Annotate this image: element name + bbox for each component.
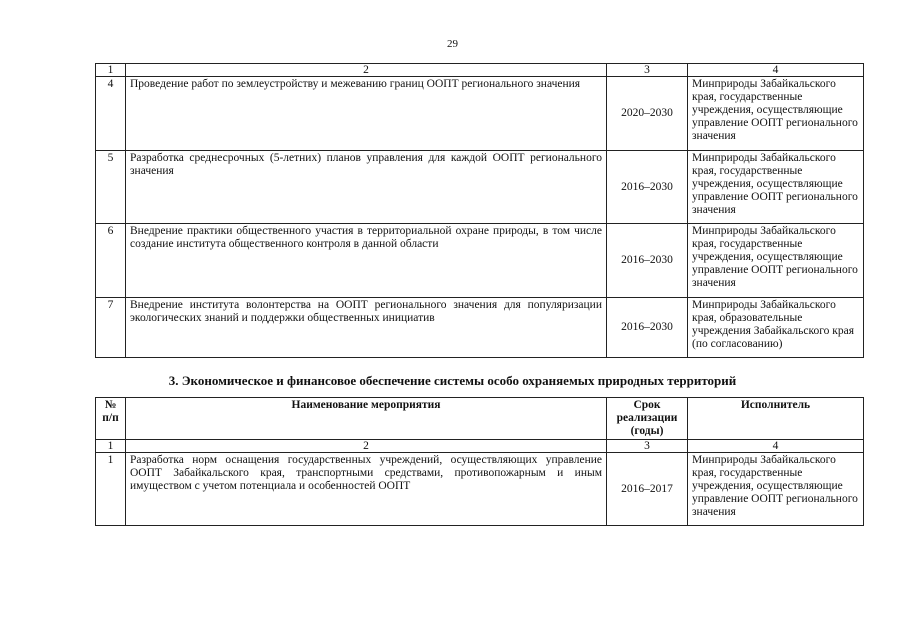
measure-description: Проведение работ по землеустройству и межеванию границ ООПТ регионального значения (126, 77, 607, 151)
measure-description: Разработка норм оснащения государственных учреждений, осуществляющих управление ООПТ Забайкальского края, транспортными средствами, противопожарным и иным имуществом с учетом потенциала и особенностей ООПТ (126, 453, 607, 526)
measures-table-continued (95, 63, 864, 358)
column-index-cell: 3 (607, 440, 688, 453)
implementation-years: 2016–2030 (607, 224, 688, 298)
measure-description: Разработка среднесрочных (5-летних) планов управления для каждой ООПТ регионального значения (126, 151, 607, 224)
header-measure-name: Наименование мероприятия (126, 398, 607, 440)
implementation-years: 2016–2030 (607, 151, 688, 224)
header-years: Срок реализации (годы) (607, 398, 688, 440)
executor: Минприроды Забайкальского края, государственные учреждения, осуществляющие управление ООПТ регионального значения (688, 224, 864, 298)
row-number: 1 (96, 453, 126, 526)
section3-table (95, 397, 864, 526)
column-index-cell: 4 (688, 64, 864, 77)
executor: Минприроды Забайкальского края, образовательные учреждения Забайкальского края (по согласованию) (688, 298, 864, 358)
implementation-years: 2020–2030 (607, 77, 688, 151)
page-number: 29 (447, 38, 458, 50)
table-header-row (96, 398, 864, 440)
implementation-years: 2016–2017 (607, 453, 688, 526)
column-index-cell: 3 (607, 64, 688, 77)
executor: Минприроды Забайкальского края, государственные учреждения, осуществляющие управление ООПТ регионального значения (688, 453, 864, 526)
row-number: 5 (96, 151, 126, 224)
table-row (96, 453, 864, 526)
header-executor: Исполнитель (688, 398, 864, 440)
row-number: 6 (96, 224, 126, 298)
measure-description: Внедрение института волонтерства на ООПТ регионального значения для популяризации экологических знаний и поддержки общественных инициатив (126, 298, 607, 358)
row-number: 4 (96, 77, 126, 151)
table-row (96, 298, 864, 358)
row-number: 7 (96, 298, 126, 358)
executor: Минприроды Забайкальского края, государственные учреждения, осуществляющие управление ООПТ регионального значения (688, 151, 864, 224)
column-index-cell: 4 (688, 440, 864, 453)
header-number: № п/п (96, 398, 126, 440)
table-row (96, 151, 864, 224)
column-index-cell: 1 (96, 64, 126, 77)
column-index-row (96, 440, 864, 453)
table-row (96, 77, 864, 151)
column-index-cell: 1 (96, 440, 126, 453)
section-title: 3. Экономическое и финансовое обеспечение системы особо охраняемых природных территорий (168, 373, 737, 388)
measure-description: Внедрение практики общественного участия в территориальной охране природы, в том числе создание института общественного контроля в данной области (126, 224, 607, 298)
column-index-row (96, 64, 864, 77)
implementation-years: 2016–2030 (607, 298, 688, 358)
table-row (96, 224, 864, 298)
executor: Минприроды Забайкальского края, государственные учреждения, осуществляющие управление ООПТ регионального значения (688, 77, 864, 151)
column-index-cell: 2 (126, 440, 607, 453)
column-index-cell: 2 (126, 64, 607, 77)
